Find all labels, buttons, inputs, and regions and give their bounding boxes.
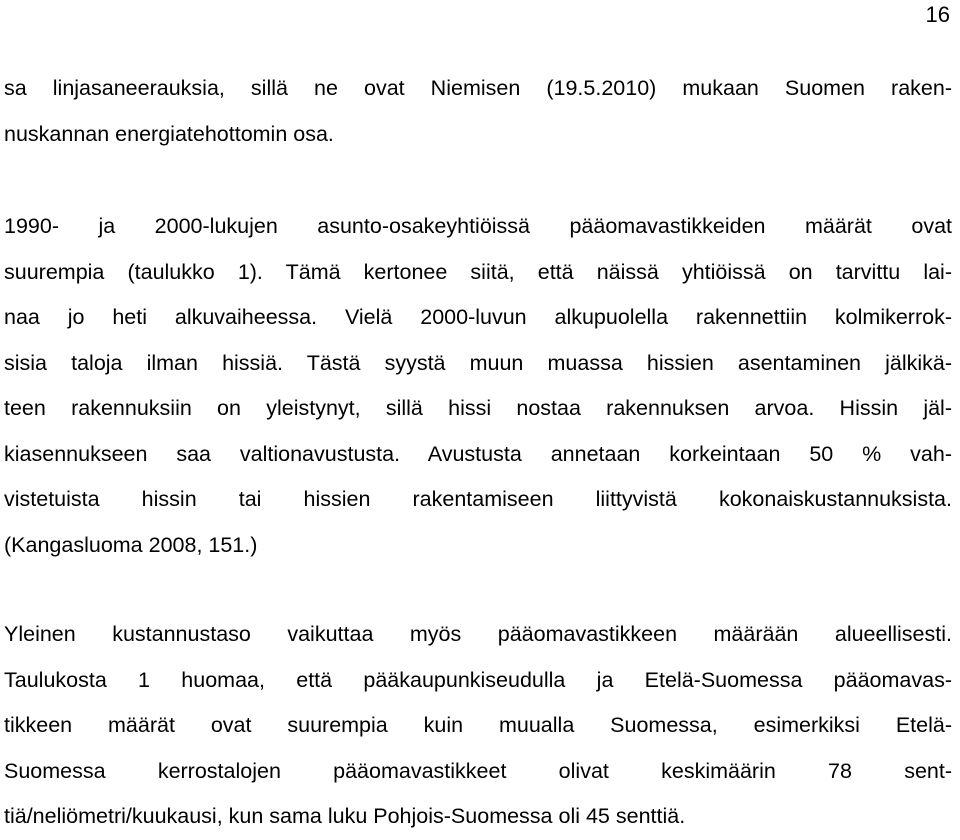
text-line: sisia taloja ilman hissiä. Tästä syystä muun muassa hissien asentaminen jälkikä- — [4, 350, 952, 375]
text-line: naa jo heti alkuvaiheessa. Vielä 2000-luvun alkupuolella rakennettiin kolmikerrok- — [4, 305, 952, 329]
text-line: tikkeen määrät ovat suurempia kuin muualla Suomessa, esimerkiksi Etelä- — [4, 713, 952, 737]
paragraph-regional-cost-level — [4, 612, 952, 840]
text-line: nuskannan energiatehottomin osa. — [4, 121, 334, 146]
text-line: suurempia (taulukko 1). Tämä kertonee siitä, että näissä yhtiöissä on tarvittu lai- — [4, 259, 952, 284]
text-line: sa linjasaneerauksia, sillä ne ovat Niemisen (19.5.2010) mukaan Suomen raken- — [4, 76, 952, 100]
text-line: tiä/neliömetri/kuukausi, kun sama luku Pohjois-Suomessa oli 45 senttiä. — [4, 804, 686, 828]
paragraph-capital-charges — [4, 204, 952, 568]
text-line: kiasennukseen saa valtionavustusta. Avustusta annetaan korkeintaan 50 % vah- — [4, 441, 952, 466]
paragraph-renovation-energy — [4, 66, 952, 157]
text-line: Taulukosta 1 huomaa, että pääkaupunkiseudulla ja Etelä-Suomessa pääomavas- — [4, 667, 952, 692]
text-line: teen rakennuksiin on yleistynyt, sillä hissi nostaa rakennuksen arvoa. Hissin jäl- — [4, 396, 952, 420]
text-line: (Kangasluoma 2008, 151.) — [4, 532, 258, 557]
text-line: 1990- ja 2000-lukujen asunto-osakeyhtiöissä pääomavastikkeiden määrät ovat — [4, 214, 952, 238]
page-number: 16 — [925, 2, 950, 27]
text-line: Suomessa kerrostalojen pääomavastikkeet olivat keskimäärin 78 sent- — [4, 758, 952, 783]
text-line: vistetuista hissin tai hissien rakentamiseen liittyvistä kokonaiskustannuksista. — [4, 487, 952, 511]
text-line: Yleinen kustannustaso vaikuttaa myös pääomavastikkeen määrään alueellisesti. — [4, 622, 952, 646]
